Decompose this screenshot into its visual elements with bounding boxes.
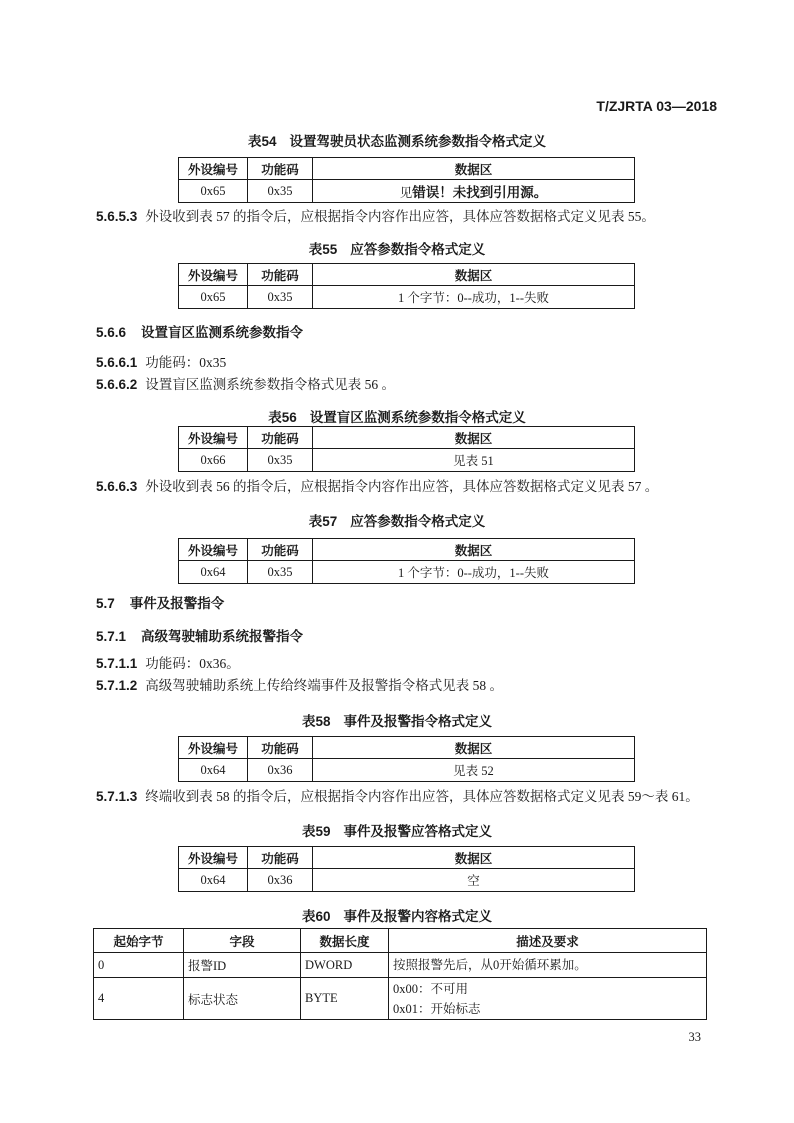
table-54 — [178, 157, 635, 203]
table-57-caption — [0, 510, 794, 530]
table-54-caption — [0, 130, 794, 150]
clause-5-7-1-1 — [96, 655, 722, 672]
cell-data-length: DWORD — [301, 953, 389, 978]
cell-data-area: 空 — [313, 869, 635, 892]
cell-description — [389, 978, 707, 1020]
column-header-start-byte: 起始字节 — [94, 929, 184, 953]
cell-field: 报警ID — [184, 953, 301, 978]
cell-peripheral-id: 0x64 — [179, 759, 248, 782]
doc-code-header: T/ZJRTA 03—2018 — [596, 98, 717, 114]
clause-number: 5.6.6 — [96, 325, 127, 340]
heading-5-6-6 — [96, 324, 722, 341]
cell-function-code: 0x35 — [248, 561, 313, 584]
cell-function-code: 0x35 — [248, 286, 313, 309]
cell-data-length: BYTE — [301, 978, 389, 1020]
table-60-caption — [0, 905, 794, 925]
table-caption-number: 表58 — [301, 714, 331, 729]
clause-number: 5.7.1.3 — [96, 789, 138, 804]
clause-5-6-6-1 — [96, 354, 722, 371]
clause-number: 5.7.1.1 — [96, 656, 138, 671]
cell-start-byte: 4 — [94, 978, 184, 1020]
description-line: 0x00：不可用 — [393, 981, 469, 996]
cell-peripheral-id: 0x66 — [179, 449, 248, 472]
table-caption-number: 表60 — [301, 909, 331, 924]
table-caption-number: 表57 — [308, 514, 338, 529]
description-line: 按照报警先后，从0开始循环累加。 — [393, 958, 587, 972]
clause-5-6-6-2 — [96, 376, 722, 393]
clause-5-7-1-2 — [96, 677, 722, 694]
clause-text: 设置盲区监测系统参数指令格式见表 56 。 — [145, 377, 396, 392]
column-header-peripheral-id: 外设编号 — [179, 264, 248, 286]
table-caption-title: 应答参数指令格式定义 — [350, 514, 486, 529]
cell-data-area: 见表 51 — [313, 449, 635, 472]
column-header-function-code: 功能码 — [248, 539, 313, 561]
table-caption-number: 表55 — [308, 242, 338, 257]
column-header-peripheral-id: 外设编号 — [179, 737, 248, 759]
column-header-data-area: 数据区 — [313, 158, 635, 180]
clause-5-6-6-3 — [96, 478, 722, 495]
table-55 — [178, 263, 635, 309]
heading-5-7 — [96, 595, 722, 612]
column-header-peripheral-id: 外设编号 — [179, 427, 248, 449]
clause-number: 5.7.1.2 — [96, 678, 138, 693]
table-caption-title: 事件及报警内容格式定义 — [343, 909, 493, 924]
table-caption-title: 应答参数指令格式定义 — [350, 242, 486, 257]
table-59-caption — [0, 820, 794, 840]
error-reference-text: 错误！未找到引用源。 — [412, 185, 548, 200]
table-caption-title: 设置驾驶员状态监测系统参数指令格式定义 — [289, 134, 547, 149]
cell-field: 标志状态 — [184, 978, 301, 1020]
clause-number: 5.7.1 — [96, 629, 127, 644]
cell-data-area — [313, 180, 635, 203]
column-header-description: 描述及要求 — [389, 929, 707, 953]
cell-start-byte: 0 — [94, 953, 184, 978]
column-header-function-code: 功能码 — [248, 158, 313, 180]
cell-function-code: 0x35 — [248, 180, 313, 203]
table-caption-number: 表59 — [301, 824, 331, 839]
heading-5-7-1 — [96, 628, 722, 645]
column-header-field: 字段 — [184, 929, 301, 953]
page-number: 33 — [688, 1030, 701, 1044]
column-header-data-area: 数据区 — [313, 847, 635, 869]
column-header-data-area: 数据区 — [313, 539, 635, 561]
cell-data-area: 见表 52 — [313, 759, 635, 782]
column-header-data-area: 数据区 — [313, 264, 635, 286]
cell-peripheral-id: 0x64 — [179, 561, 248, 584]
clause-text: 外设收到表 57 的指令后，应根据指令内容作出应答，具体应答数据格式定义见表 55。 — [145, 209, 655, 224]
clause-text: 外设收到表 56 的指令后，应根据指令内容作出应答，具体应答数据格式定义见表 57 。 — [145, 479, 659, 494]
clause-text: 终端收到表 58 的指令后，应根据指令内容作出应答，具体应答数据格式定义见表 59～表 61。 — [145, 789, 699, 804]
cell-peripheral-id: 0x65 — [179, 286, 248, 309]
clause-number: 5.6.6.2 — [96, 377, 138, 392]
clause-text: 设置盲区监测系统参数指令 — [141, 325, 304, 340]
cell-peripheral-id: 0x64 — [179, 869, 248, 892]
clause-number: 5.7 — [96, 596, 115, 611]
column-header-peripheral-id: 外设编号 — [179, 158, 248, 180]
clause-5-7-1-3 — [96, 788, 722, 805]
column-header-function-code: 功能码 — [248, 427, 313, 449]
cell-description — [389, 953, 707, 978]
column-header-function-code: 功能码 — [248, 737, 313, 759]
table-caption-title: 设置盲区监测系统参数指令格式定义 — [309, 410, 526, 425]
clause-text: 功能码：0x36。 — [145, 656, 240, 671]
clause-5-6-5-3 — [96, 208, 722, 225]
data-area-prefix: 见 — [399, 186, 413, 200]
clause-text: 事件及报警指令 — [129, 596, 225, 611]
column-header-function-code: 功能码 — [248, 847, 313, 869]
column-header-peripheral-id: 外设编号 — [179, 539, 248, 561]
clause-number: 5.6.5.3 — [96, 209, 138, 224]
table-caption-title: 事件及报警指令格式定义 — [343, 714, 493, 729]
cell-function-code: 0x36 — [248, 869, 313, 892]
table-caption-title: 事件及报警应答格式定义 — [343, 824, 493, 839]
table-59 — [178, 846, 635, 892]
table-caption-number: 表54 — [247, 134, 277, 149]
clause-number: 5.6.6.1 — [96, 355, 138, 370]
table-56 — [178, 426, 635, 472]
table-58-caption — [0, 710, 794, 730]
cell-peripheral-id: 0x65 — [179, 180, 248, 203]
column-header-data-length: 数据长度 — [301, 929, 389, 953]
cell-data-area: 1 个字节：0--成功，1--失败 — [313, 561, 635, 584]
clause-number: 5.6.6.3 — [96, 479, 138, 494]
column-header-peripheral-id: 外设编号 — [179, 847, 248, 869]
cell-function-code: 0x35 — [248, 449, 313, 472]
table-55-caption — [0, 238, 794, 258]
cell-data-area: 1 个字节：0--成功，1--失败 — [313, 286, 635, 309]
clause-text: 高级驾驶辅助系统上传给终端事件及报警指令格式见表 58 。 — [145, 678, 504, 693]
clause-text: 高级驾驶辅助系统报警指令 — [141, 629, 304, 644]
column-header-data-area: 数据区 — [313, 737, 635, 759]
table-58 — [178, 736, 635, 782]
description-line: 0x01：开始标志 — [393, 1001, 481, 1016]
clause-text: 功能码：0x35 — [145, 355, 227, 370]
table-57 — [178, 538, 635, 584]
column-header-function-code: 功能码 — [248, 264, 313, 286]
column-header-data-area: 数据区 — [313, 427, 635, 449]
table-caption-number: 表56 — [268, 410, 297, 425]
cell-function-code: 0x36 — [248, 759, 313, 782]
table-60 — [93, 928, 707, 1020]
table-56-caption — [0, 406, 794, 426]
